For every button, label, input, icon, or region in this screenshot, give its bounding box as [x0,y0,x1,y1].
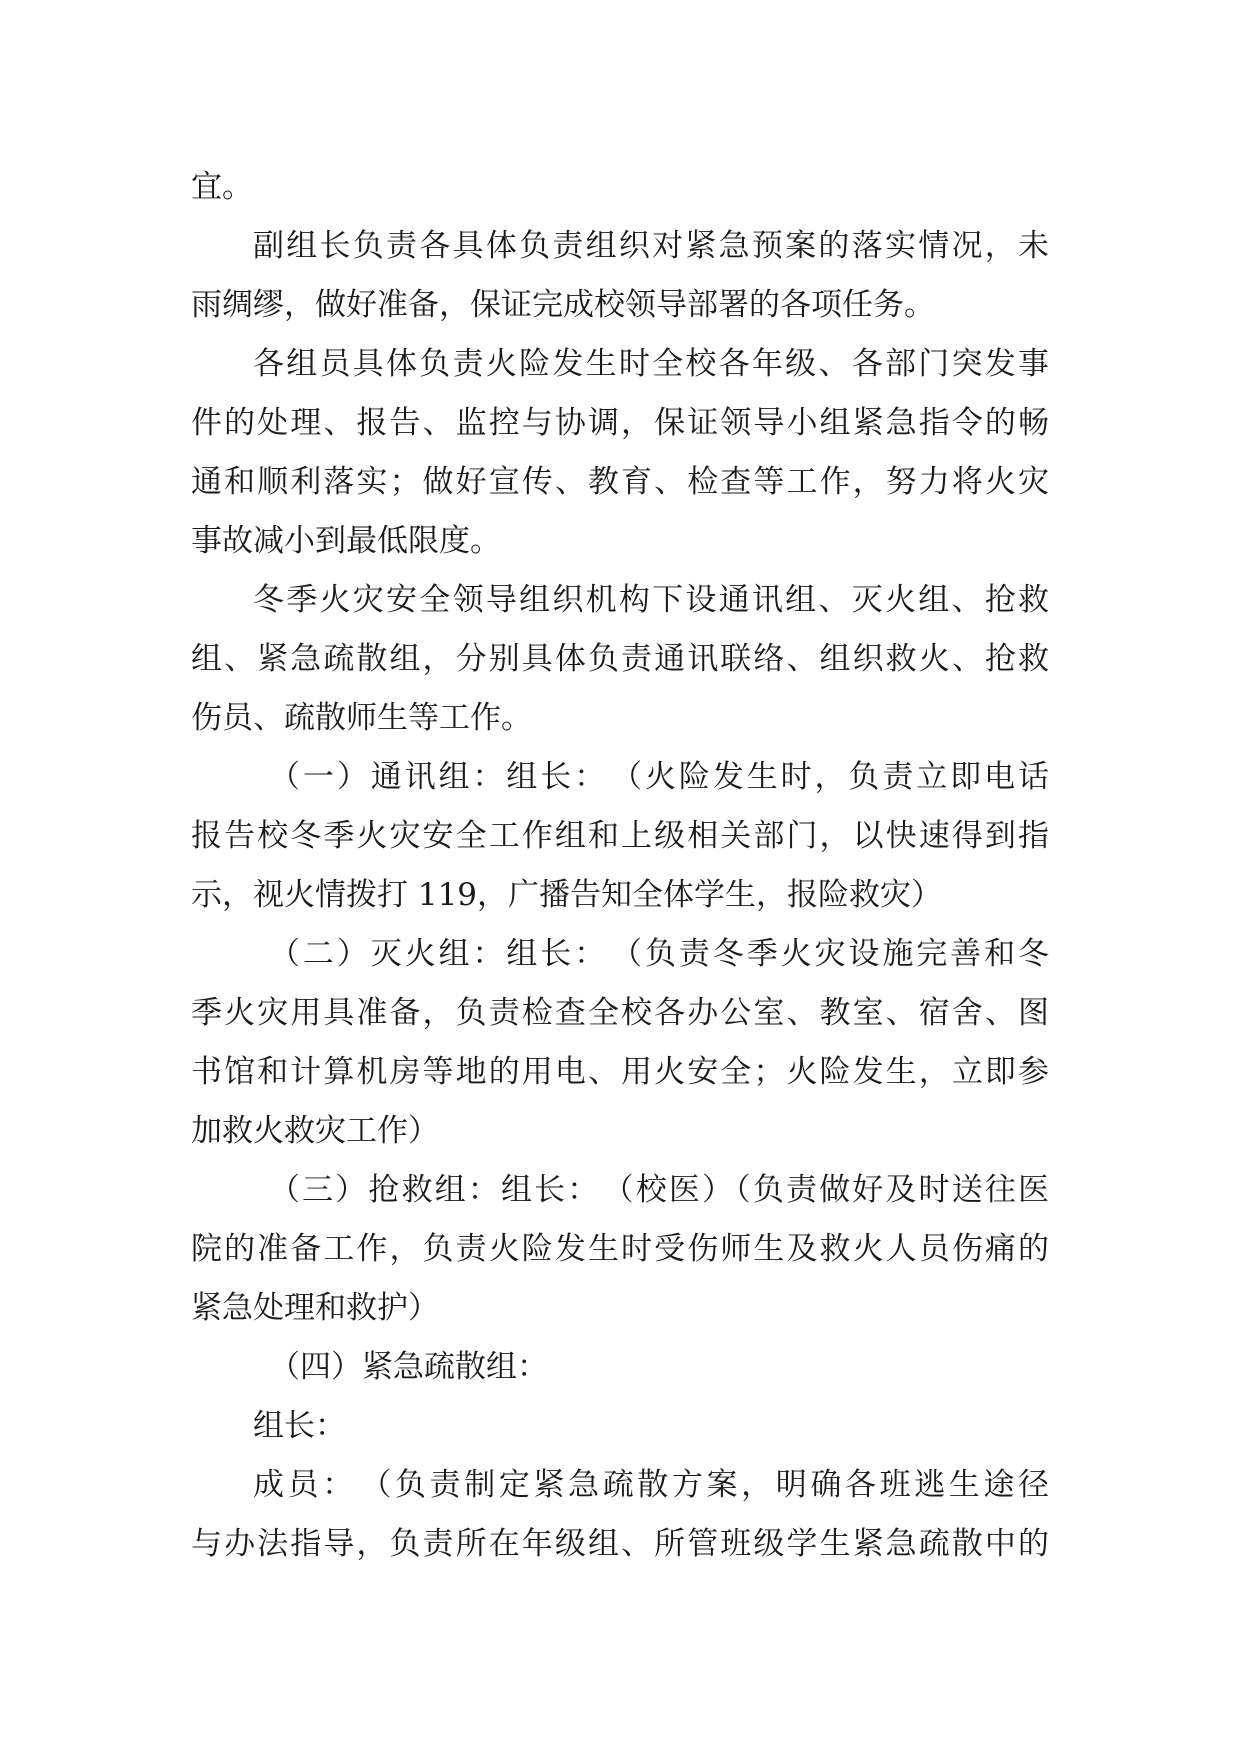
text-line: 院的准备工作，负责火险发生时受伤师生及救火人员伤痛的 [191,1231,1049,1267]
text-line: 宜。 [191,169,253,205]
text-line: 报告校冬季火灾安全工作组和上级相关部门，以快速得到指 [191,818,1049,854]
text-line: 通和顺利落实；做好宣传、教育、检查等工作，努力将火灾 [191,464,1049,500]
text-line: 伤员、疏散师生等工作。 [191,700,532,736]
text-line: 书馆和计算机房等地的用电、用火安全；火险发生，立即参 [191,1054,1049,1090]
text-line: （三）抢救组：组长： （校医）（负责做好及时送往医 [269,1172,1049,1208]
text-line: 副组长负责各具体负责组织对紧急预案的落实情况，未 [253,228,1049,264]
text-line: 与办法指导，负责所在年级组、所管班级学生紧急疏散中的 [191,1526,1049,1562]
text-line: （一）通讯组：组长： （火险发生时，负责立即电话 [269,759,1049,795]
text-line: （二）灭火组：组长： （负责冬季火灾设施完善和冬 [269,936,1049,972]
document-body [191,158,1049,1574]
text-line: 雨绸缪，做好准备，保证完成校领导部署的各项任务。 [191,287,935,323]
text-line: 事故减小到最低限度。 [191,523,501,559]
text-line: 示，视火情拨打 119，广播告知全体学生，报险救灾） [191,877,943,913]
text-line: 成员： （负责制定紧急疏散方案，明确各班逃生途径 [253,1467,1049,1503]
text-line: 组长： [253,1408,346,1444]
text-line: 加救火救灾工作） [191,1113,439,1149]
text-line: 组、紧急疏散组，分别具体负责通讯联络、组织救火、抢救 [191,641,1049,677]
text-line: 各组员具体负责火险发生时全校各年级、各部门突发事 [253,346,1049,382]
text-line: 紧急处理和救护） [191,1290,439,1326]
text-line: 季火灾用具准备，负责检查全校各办公室、教室、宿舍、图 [191,995,1049,1031]
text-line: （四）紧急疏散组： [269,1349,548,1385]
text-line: 件的处理、报告、监控与协调，保证领导小组紧急指令的畅 [191,405,1049,441]
text-line: 冬季火灾安全领导组织机构下设通讯组、灭火组、抢救 [253,582,1049,618]
